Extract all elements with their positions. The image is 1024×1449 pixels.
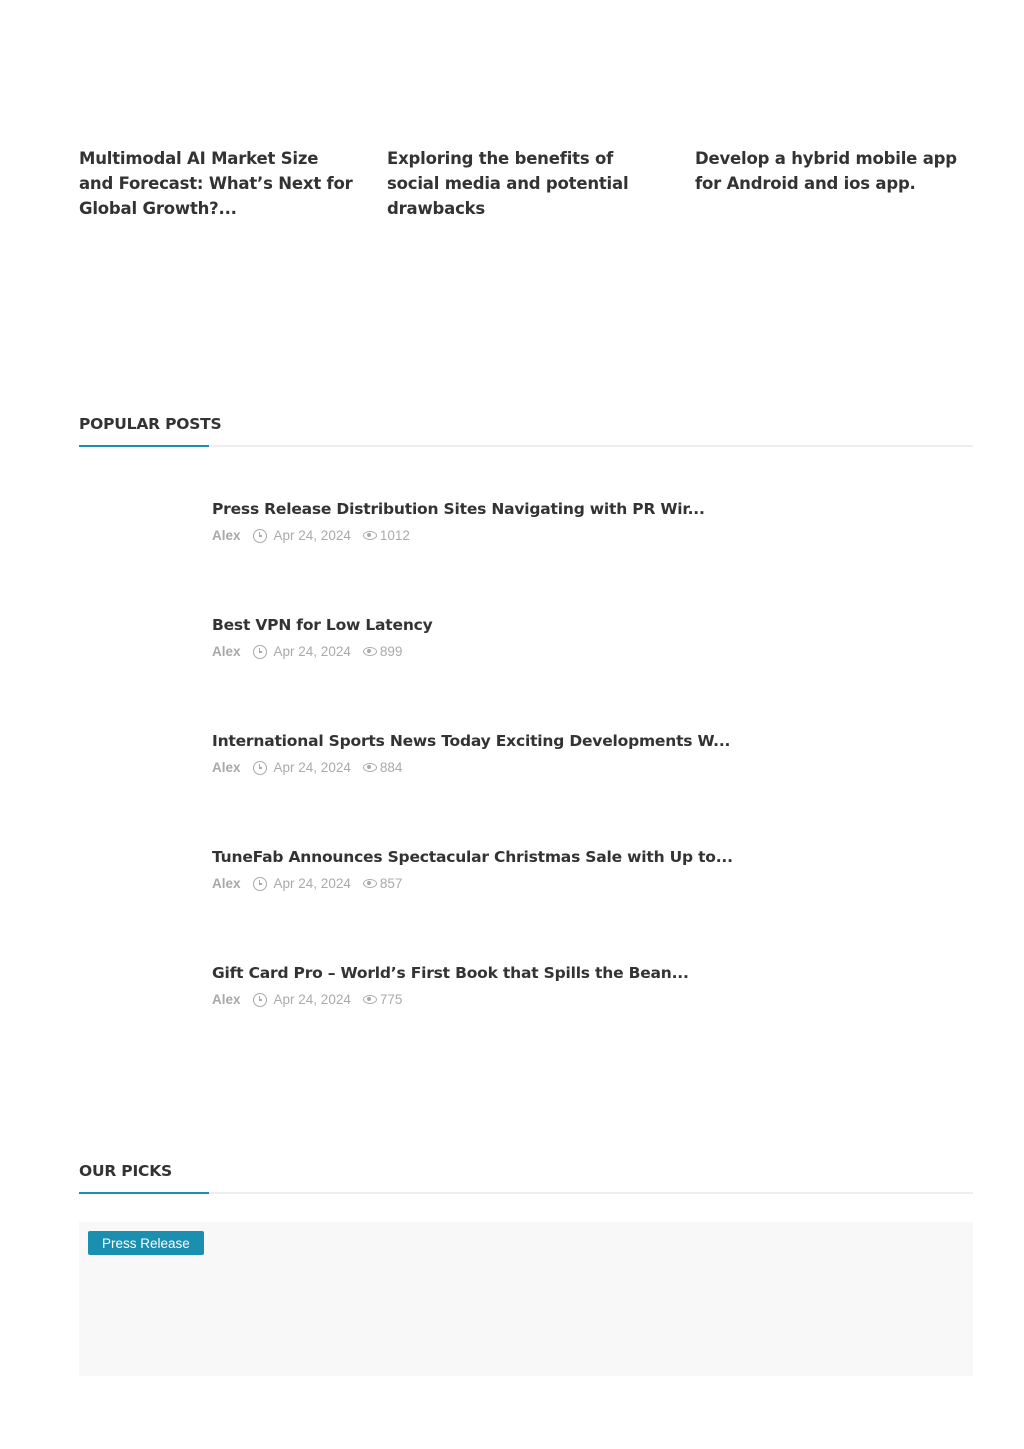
related-article-title[interactable]: Exploring the benefits of social media and potential drawbacks bbox=[387, 149, 629, 218]
heading-accent-bar bbox=[79, 1192, 209, 1194]
post-views: 1012 bbox=[379, 528, 410, 543]
related-article-title[interactable]: Multimodal AI Market Size and Forecast: What’s Next for Global Growth?... bbox=[79, 149, 353, 218]
list-item[interactable] bbox=[79, 582, 973, 698]
post-thumbnail[interactable] bbox=[79, 698, 189, 778]
related-article-card[interactable] bbox=[695, 146, 973, 221]
post-meta bbox=[212, 760, 730, 775]
post-thumbnail[interactable] bbox=[79, 582, 189, 662]
eye-icon bbox=[363, 531, 377, 540]
post-views: 857 bbox=[379, 876, 403, 891]
post-views: 884 bbox=[379, 760, 403, 775]
post-meta bbox=[212, 876, 733, 891]
post-date: Apr 24, 2024 bbox=[273, 760, 351, 775]
post-date: Apr 24, 2024 bbox=[273, 876, 351, 891]
popular-posts-header bbox=[79, 413, 973, 447]
clock-icon bbox=[253, 877, 267, 891]
clock-icon bbox=[253, 645, 267, 659]
post-author[interactable]: Alex bbox=[212, 876, 241, 891]
eye-icon bbox=[363, 647, 377, 656]
clock-icon bbox=[253, 529, 267, 543]
clock-icon bbox=[253, 761, 267, 775]
post-date: Apr 24, 2024 bbox=[273, 644, 351, 659]
clock-icon bbox=[253, 993, 267, 1007]
list-item[interactable] bbox=[79, 814, 973, 930]
post-title[interactable]: TuneFab Announces Spectacular Christmas Sale with Up to... bbox=[212, 848, 733, 866]
heading-accent-bar bbox=[79, 445, 209, 447]
post-thumbnail[interactable] bbox=[79, 466, 189, 546]
post-views: 899 bbox=[379, 644, 403, 659]
post-views: 775 bbox=[379, 992, 403, 1007]
post-meta bbox=[212, 528, 705, 543]
post-thumbnail[interactable] bbox=[79, 930, 189, 1010]
eye-icon bbox=[363, 763, 377, 772]
related-article-title[interactable]: Develop a hybrid mobile app for Android and ios app. bbox=[695, 149, 957, 193]
eye-icon bbox=[363, 995, 377, 1004]
related-article-card[interactable] bbox=[79, 146, 357, 221]
post-meta bbox=[212, 644, 433, 659]
category-badge[interactable]: Press Release bbox=[88, 1231, 204, 1255]
post-title[interactable]: Gift Card Pro – World’s First Book that Spills the Bean... bbox=[212, 964, 689, 982]
post-title[interactable]: Press Release Distribution Sites Navigating with PR Wir... bbox=[212, 500, 705, 518]
post-title[interactable]: International Sports News Today Exciting Developments W... bbox=[212, 732, 731, 750]
related-articles bbox=[79, 146, 973, 221]
post-author[interactable]: Alex bbox=[212, 644, 241, 659]
list-item[interactable] bbox=[79, 466, 973, 582]
post-meta bbox=[212, 992, 689, 1007]
post-date: Apr 24, 2024 bbox=[273, 992, 351, 1007]
post-author[interactable]: Alex bbox=[212, 528, 241, 543]
popular-posts-list bbox=[79, 466, 973, 1046]
post-title[interactable]: Best VPN for Low Latency bbox=[212, 616, 433, 634]
related-article-card[interactable] bbox=[387, 146, 665, 221]
eye-icon bbox=[363, 879, 377, 888]
post-date: Apr 24, 2024 bbox=[273, 528, 351, 543]
post-thumbnail[interactable] bbox=[79, 814, 189, 894]
post-author[interactable]: Alex bbox=[212, 760, 241, 775]
list-item[interactable] bbox=[79, 698, 973, 814]
our-picks-header bbox=[79, 1160, 973, 1194]
list-item[interactable] bbox=[79, 930, 973, 1046]
our-picks-heading: OUR PICKS bbox=[79, 1162, 172, 1180]
post-author[interactable]: Alex bbox=[212, 992, 241, 1007]
pick-card[interactable] bbox=[79, 1222, 973, 1376]
popular-posts-heading: POPULAR POSTS bbox=[79, 415, 222, 433]
